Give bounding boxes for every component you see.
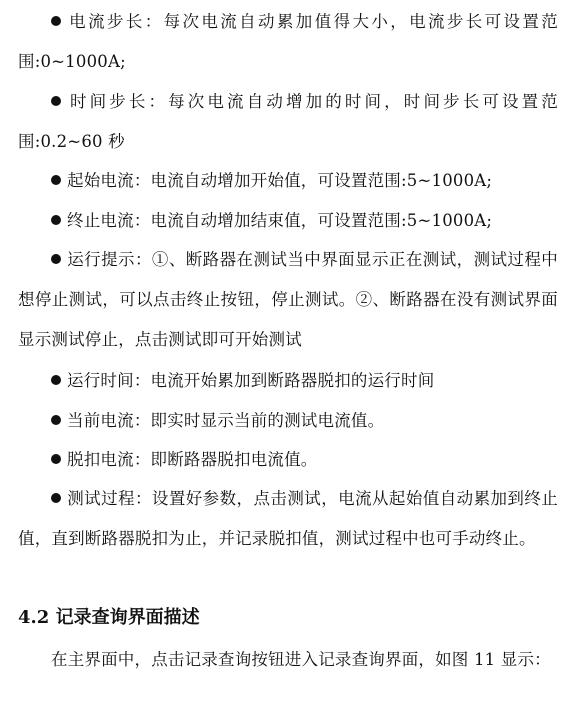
list-item-end-current <box>18 201 558 241</box>
list-item-current-step <box>18 2 558 82</box>
item-label: 脱扣电流 <box>67 450 134 469</box>
item-text: ：电流自动增加开始值，可设置范围:5~1000A; <box>133 171 493 190</box>
list-item-trip-current <box>18 440 558 480</box>
list-item-run-time <box>18 361 558 401</box>
item-text: ：设置好参数，点击测试，电流从起始值自动累加到终止值，直到断路器脱扣为止，并记录脱扣值，测试过程中也可手动终止。 <box>18 489 558 548</box>
closing-paragraph: 在主界面中，点击记录查询按钮进入记录查询界面，如图 11 显示： <box>51 650 551 669</box>
bullet-icon <box>51 375 61 385</box>
item-text: ：每次电流自动累加值得大小，电流步长可设置范围:0~1000A; <box>18 12 558 71</box>
item-label: 时间步长 <box>67 92 149 111</box>
bullet-icon <box>51 415 61 425</box>
section-heading: 4.2 记录查询界面描述 <box>18 607 200 628</box>
item-label: 当前电流 <box>67 411 134 430</box>
list-item-start-current <box>18 161 558 201</box>
item-text: ：即实时显示当前的测试电流值。 <box>133 411 385 430</box>
bullet-icon <box>51 215 61 225</box>
list-item-time-step <box>18 82 558 162</box>
item-text: ：每次电流自动增加的时间，时间步长可设置范围:0.2~60 秒 <box>18 92 558 151</box>
bullet-icon <box>51 16 61 26</box>
item-text: ：即断路器脱扣电流值。 <box>133 450 318 469</box>
item-text: ：电流自动增加结束值，可设置范围:5~1000A; <box>133 211 493 230</box>
bullet-icon <box>51 454 61 464</box>
bullet-icon <box>51 254 61 264</box>
list-item-present-current <box>18 401 558 441</box>
item-label: 测试过程 <box>67 489 135 508</box>
item-label: 电流步长 <box>67 12 145 31</box>
item-label: 起始电流 <box>67 171 134 190</box>
list-item-test-process <box>18 479 558 559</box>
item-label: 终止电流 <box>67 211 134 230</box>
bullet-icon <box>51 493 61 503</box>
item-text: ：电流开始累加到断路器脱扣的运行时间 <box>133 371 435 390</box>
list-item-run-prompt <box>18 240 558 360</box>
bullet-icon <box>51 175 61 185</box>
item-label: 运行提示 <box>67 250 135 269</box>
bullet-icon <box>51 96 61 106</box>
item-label: 运行时间 <box>67 371 134 390</box>
item-text: ：①、断路器在测试当中界面显示正在测试，测试过程中想停止测试，可以点击终止按钮，停止测试。②、断路器在没有测试界面显示测试停止，点击测试即可开始测试 <box>18 250 558 349</box>
